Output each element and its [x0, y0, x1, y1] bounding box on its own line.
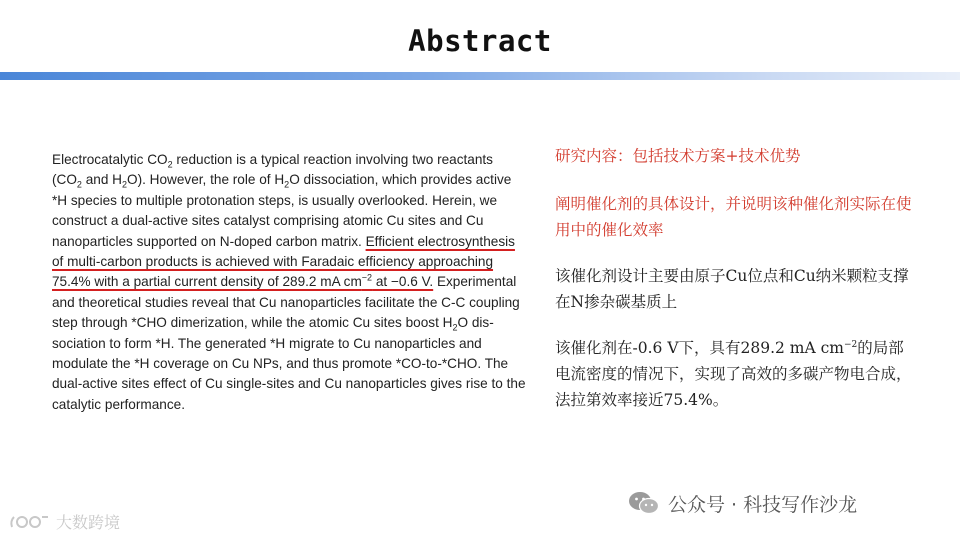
abstract-line: Electrocatalytic $CO_2$ reduction is a typical reaction involving two reactants [52, 152, 493, 170]
note-structure: 该催化剂设计主要由原子Cu位点和Cu纳米颗粒支撑在N掺杂碳基质上 [555, 267, 909, 311]
abstract-line: ($CO_2$ and $H_2O$). However, the role of $H_2O$ dissociation, which provides active [52, 172, 512, 191]
title-divider-bar [0, 72, 960, 80]
corner-watermark [8, 510, 120, 532]
abstract-line: construct a dual-active sites catalyst comprising atomic Cu sites and Cu [52, 213, 484, 229]
logo-icon [8, 512, 50, 530]
abstract-line [52, 252, 522, 272]
note-performance: 该催化剂在-0.6 V下，具有289.2 mA $cm^{-2}$的局部电流密度的情况下，实现了高效的多碳产物电合成，法拉第效率接近75.4%。 [555, 339, 912, 409]
wechat-watermark [628, 488, 857, 518]
wechat-label: 公众号 · 科技写作沙龙 [668, 493, 858, 516]
corner-label: 大数跨境 [56, 512, 121, 532]
abstract-line: *H species to multiple protonation steps, is usually overlooked. Herein, we [52, 192, 498, 208]
notes-panel [555, 143, 915, 433]
highlighted-text: of multi-carbon products is achieved with Faradaic efficiency approaching [52, 254, 494, 270]
abstract-text [52, 150, 526, 415]
note-research-content: 研究内容：包括技术方案+技术优势 [555, 147, 801, 165]
slide-title: Abstract [408, 24, 552, 58]
note-catalyst-design: 阐明催化剂的具体设计，并说明该种催化剂实际在使用中的催化效率 [555, 195, 912, 239]
wechat-icon [628, 490, 660, 516]
abstract-line: nanoparticles supported on N-doped carbon matrix. Efficient electrosynthesis [52, 233, 515, 249]
abstract-line: modulate the *H coverage on Cu NPs, and thus promote *CO-to-*CHO. The [52, 356, 509, 372]
highlighted-text: Efficient electrosynthesis [365, 233, 515, 249]
abstract-line: sociation to form *H. The generated *H migrate to Cu nanoparticles and [52, 335, 482, 351]
abstract-line: step through *CHO dimerization, while the atomic Cu sites boost $H_2O$ dis- [52, 315, 494, 333]
abstract-line: 75.4% with a partial current density of 289.2 mA $cm^{-2}$ at −0.6 V. Experimental [52, 272, 517, 290]
highlighted-text: 75.4% with a partial current density of 289.2 mA $cm^{-2}$ at −0.6 V. [52, 272, 434, 290]
abstract-line: and theoretical studies reveal that Cu nanoparticles facilitate the C-C coupling [52, 294, 520, 310]
abstract-line: catalytic performance. [52, 396, 185, 412]
abstract-line: dual-active sites effect of Cu single-sites and Cu nanoparticles gives rise to the [52, 376, 526, 392]
